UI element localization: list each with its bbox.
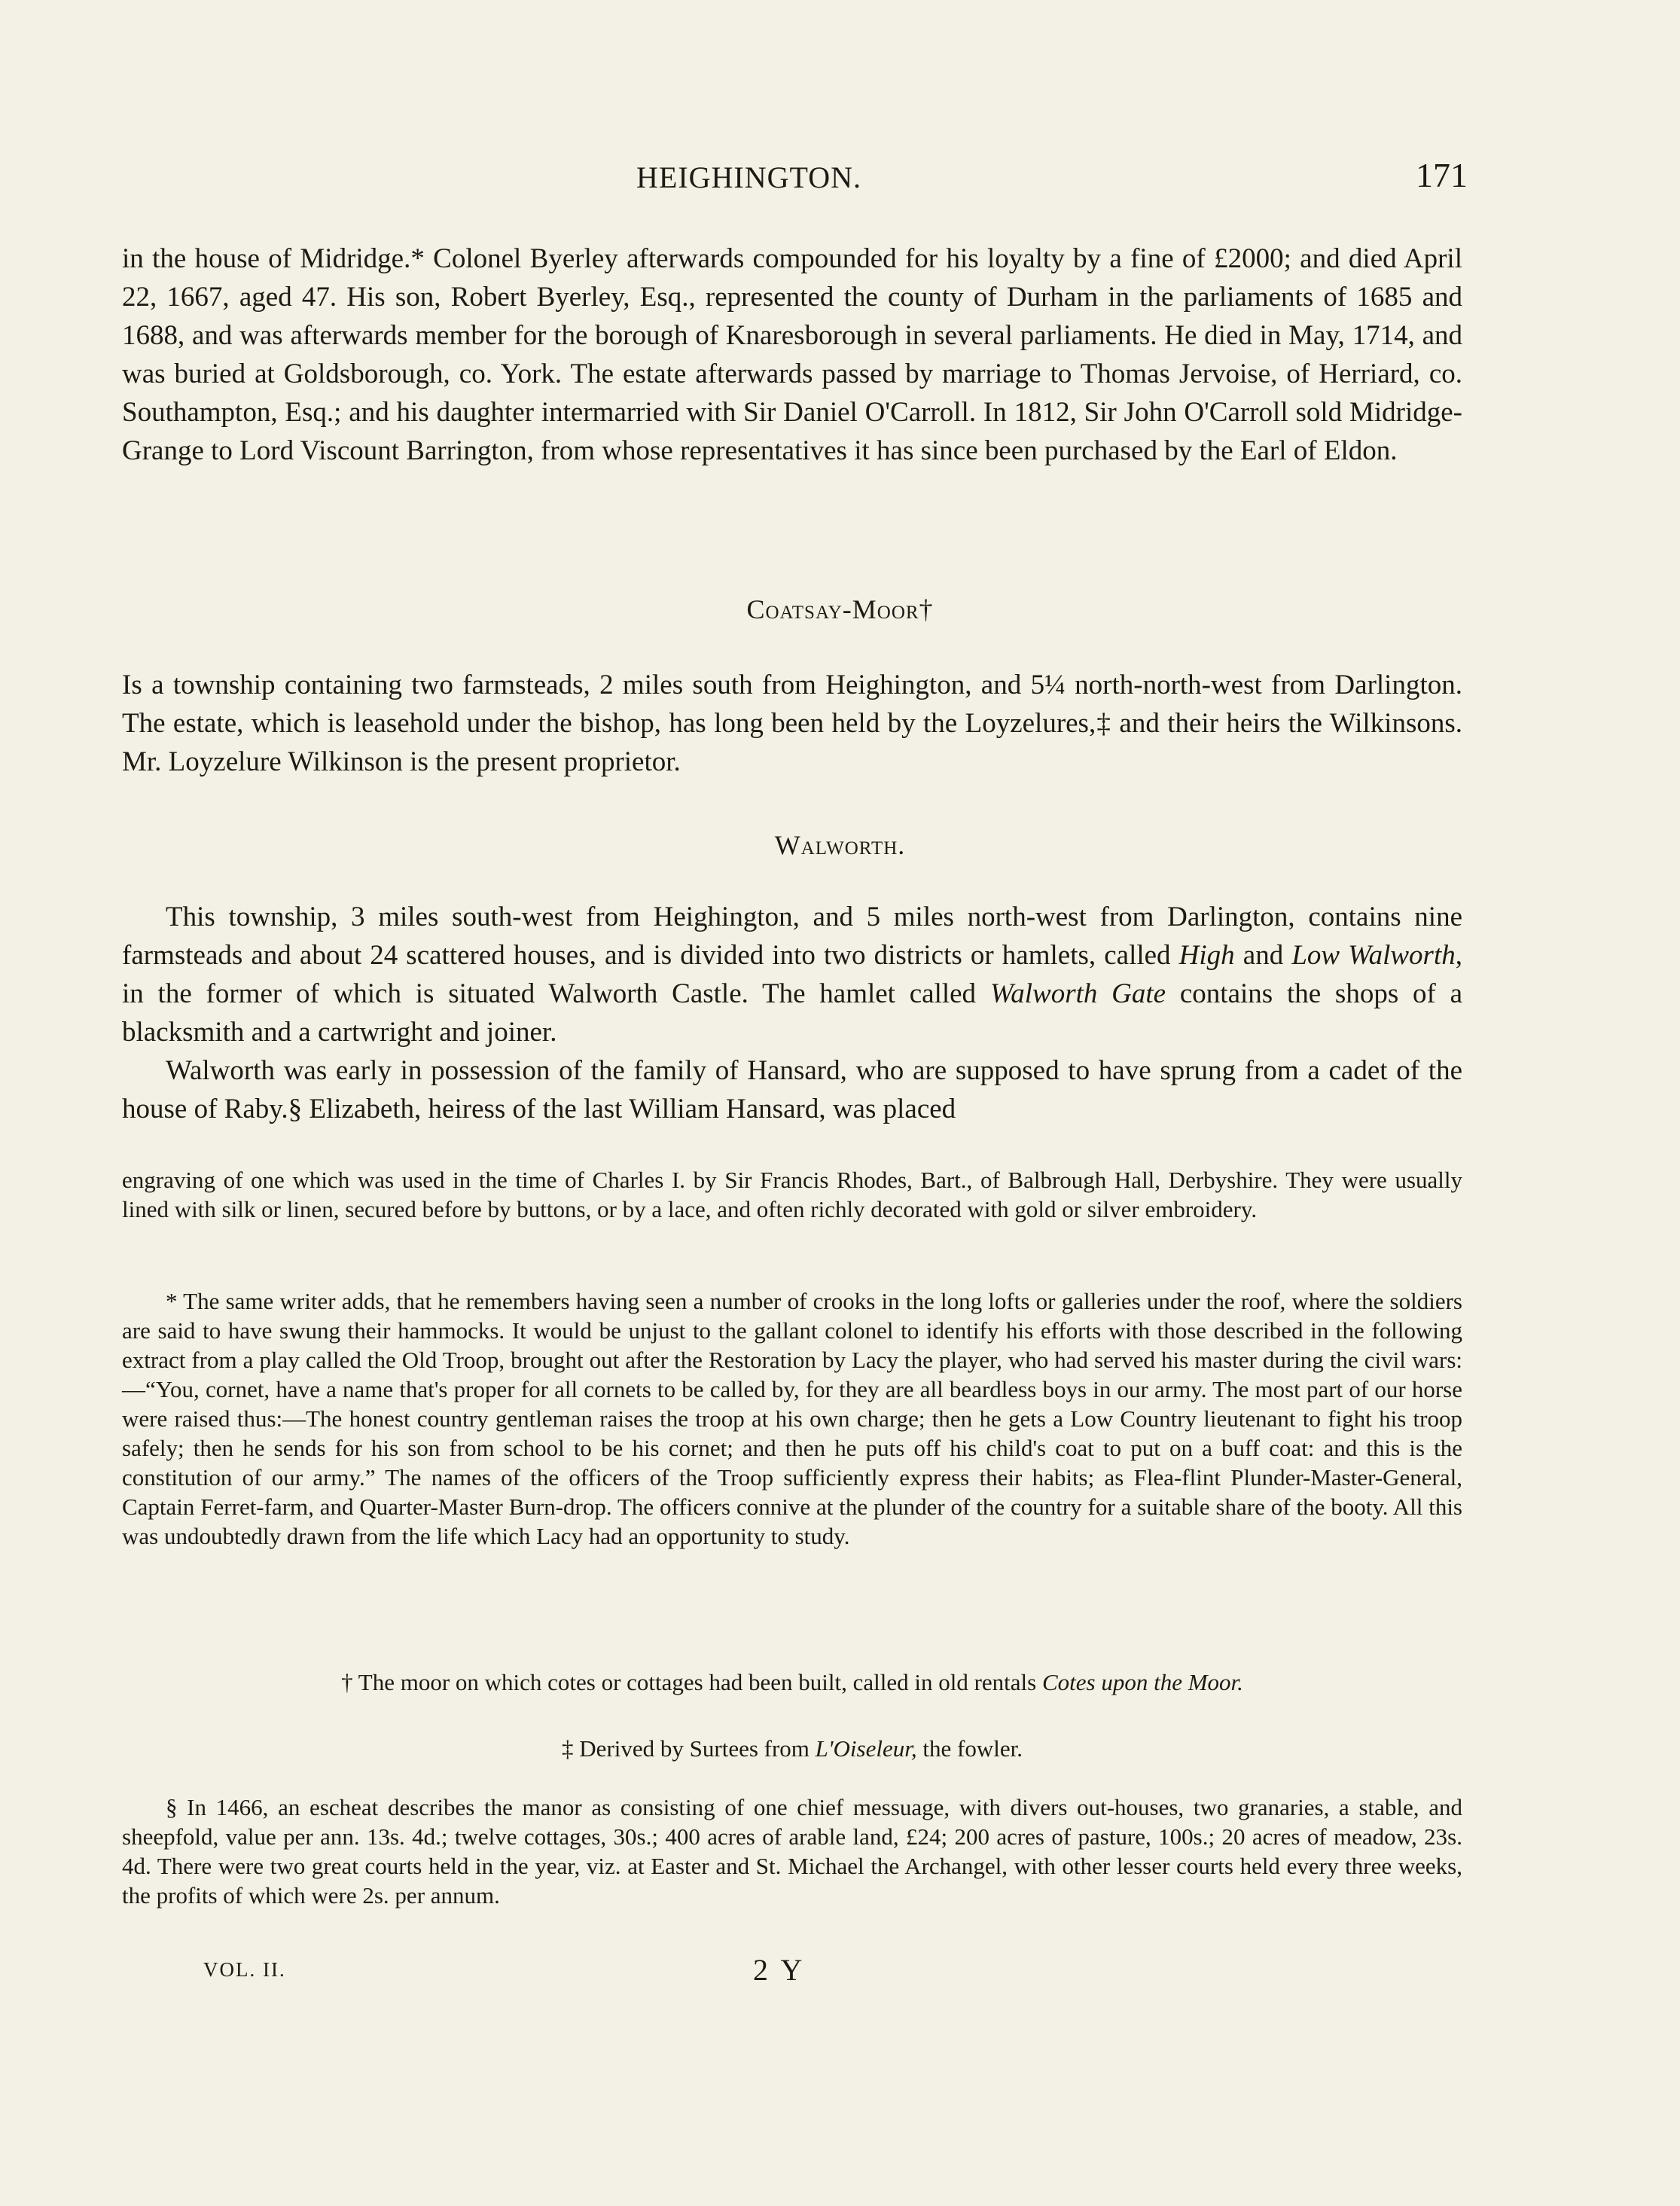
footnote-ddagger-text-a: ‡ Derived by Surtees from [562,1735,816,1762]
walworth-p1-low: Low Walworth [1291,940,1456,971]
intro-text: in the house of Midridge.* Colonel Byerley afterwards compounded for his loyalty by a fine of £2000; and died April 22, 1667, aged 47. His son, Robert Byerley, Esq., represented the county of Durham in the parliaments of 1685 and 1688, and was afterwards member for the borough of Knaresborough in several parliaments. He died in May, 1714, and was buried at Goldsborough, co. York. The estate afterwards passed by marriage to Thomas Jervoise, of Herriard, co. Southampton, Esq.; and his daughter intermarried with Sir Daniel O'Carroll. In 1812, Sir John O'Carroll sold Midridge-Grange to Lord Viscount Barrington, from whose representatives it has since been purchased by the Earl of Eldon. [122,243,1462,466]
walworth-paragraph-1 [122,898,1462,1051]
page-number: 171 [1416,156,1468,194]
footnote-section [122,1793,1462,1910]
footnote-continued [122,1165,1462,1224]
footnote-ddagger-italic: L'Oiseleur, [815,1735,917,1762]
section-heading-walworth: Walworth. [774,830,906,860]
footnote-dagger-text: † The moor on which cotes or cottages had been built, called in old rentals [341,1669,1042,1695]
walworth-p1-gate: Walworth Gate [989,978,1166,1009]
walworth-p1-text-b: and [1234,940,1292,971]
intro-paragraph [122,240,1462,470]
walworth-p1-high: High [1178,940,1235,971]
walworth-paragraph-2: Walworth was early in possession of the family of Hansard, who are supposed to have sprung from a cadet of the house of Raby.§ Elizabeth, heiress of the last William Hansard, was placed [122,1055,1462,1124]
footnote-continued-text: engraving of one which was used in the time of Charles I. by Sir Francis Rhodes, Bart., of Balbrough Hall, Derbyshire. They were usually lined with silk or linen, secured before by buttons, or by a lace, and often richly decorated with gold or silver embroidery. [122,1167,1462,1222]
footnote-double-dagger [122,1734,1462,1763]
coatsay-paragraph [122,666,1462,781]
walworth-p1-text-d: contains the shops of a blacksmith and a cartwright and joiner. [122,978,1462,1048]
footnote-dagger-italic: Cotes upon the Moor. [1041,1669,1243,1695]
footnote-star-text: * The same writer adds, that he remembers having seen a number of crooks in the long lofts or galleries under the roof, where the soldiers are said to have swung their hammocks. It would be unjust to the gallant colonel to identify his efforts with those described in the following extract from a play called the Old Troop, brought out after the Restoration by Lacy the player, who had served his master during the civil wars:—“You, cornet, have a name that's proper for all cornets to be called by, for they are all beardless boys in our army. The most part of our horse were raised thus:—The honest country gentleman raises the troop at his own charge; then he gets a Low Country lieutenant to fight his troop safely; then he sends for his son from school to be his cornet; and then he puts off his child's coat to put on a buff coat: and this is the constitution of our army.” The names of the officers of the Troop sufficiently express their habits; as Flea-flint Plunder-Master-General, Captain Ferret-farm, and Quarter-Master Burn-drop. The officers connive at the plunder of the country for a suitable share of the booty. All this was undoubtedly drawn from the life which Lacy had an opportunity to study. [122,1288,1462,1549]
footnote-section-text: § In 1466, an escheat describes the manor as consisting of one chief messuage, with divers out-houses, two granaries, a stable, and sheepfold, value per ann. 13s. 4d.; twelve cottages, 30s.; 400 acres of arable land, £24; 200 acres of pasture, 100s.; 20 acres of meadow, 23s. 4d. There were two great courts held in the year, viz. at Easter and St. Michael the Archangel, with other lesser courts held every three weeks, the profits of which were 2s. per annum. [122,1794,1462,1909]
walworth-paragraphs [122,898,1462,1128]
running-title: HEIGHINGTON. [636,160,861,194]
footnote-dagger [122,1667,1462,1697]
walworth-p1-text-c: , in the former of which is situated Walworth Castle. The hamlet called [122,940,1462,1009]
volume-label: VOL. II. [203,1958,286,1981]
section-heading-coatsay-moor: Coatsay-Moor† [746,594,934,624]
walworth-p1-text-a: This township, 3 miles south-west from Heighington, and 5 miles north-west from Darlington, contains nine farmsteads and about 24 scattered houses, and is divided into two districts or hamlets, called [122,902,1462,971]
footnote-star [122,1286,1462,1551]
coatsay-text: Is a township containing two farmsteads, 2 miles south from Heighington, and 5¼ north-north-west from Darlington. The estate, which is leasehold under the bishop, has long been held by the Loyzelures,‡ and their heirs the Wilkinsons. Mr. Loyzelure Wilkinson is the present proprietor. [122,670,1462,777]
signature-mark: 2 Y [753,1953,806,1987]
footnote-ddagger-text-c: the fowler. [916,1735,1023,1762]
